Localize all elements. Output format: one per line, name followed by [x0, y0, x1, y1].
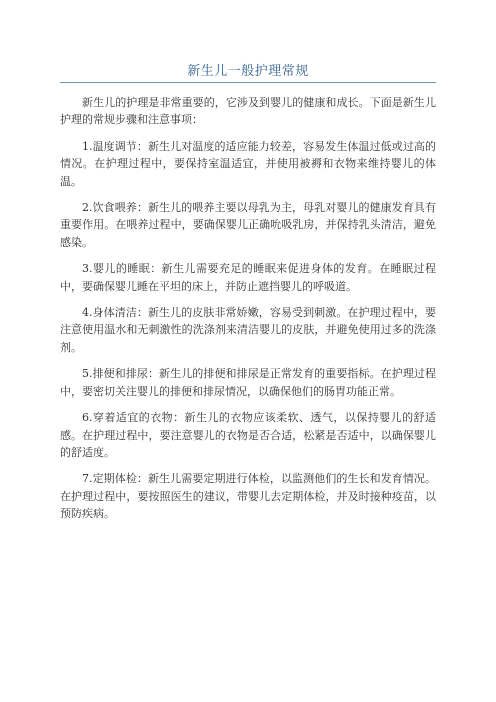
item-temperature: 1.温度调节：新生儿对温度的适应能力较差，容易发生体温过低或过高的情况。在护理过程中，要保持室温适宜，并使用被褥和衣物来维持婴儿的体温。 [60, 139, 436, 188]
item-sleep: 3.婴儿的睡眠：新生儿需要充足的睡眠来促进身体的发育。在睡眠过程中，要确保婴儿睡在平坦的床上，并防止遮挡婴儿的呼吸道。 [60, 262, 436, 293]
item-excretion: 5.排便和排尿：新生儿的排便和排尿是正常发育的重要指标。在护理过程中，要密切关注婴儿的排便和排尿情况，以确保他们的肠胃功能正常。 [60, 367, 436, 398]
item-checkup: 7.定期体检：新生儿需要定期进行体检，以监测他们的生长和发育情况。在护理过程中，要按照医生的建议，带婴儿去定期体检，并及时接种疫苗，以预防疾病。 [60, 472, 436, 521]
document-body [60, 94, 436, 532]
title-underline [60, 82, 436, 83]
item-clothing: 6.穿着适宜的衣物：新生儿的衣物应该柔软、透气，以保持婴儿的舒适感。在护理过程中，要注意婴儿的衣物是否合适，松紧是否适中，以确保婴儿的舒适度。 [60, 411, 436, 459]
document-title: 新生儿一般护理常规 [187, 64, 309, 79]
item-feeding: 2.饮食喂养：新生儿的喂养主要以母乳为主，母乳对婴儿的健康发育具有重要作用。在喂养过程中，要确保婴儿正确吮吸乳房，并保持乳头清洁，避免感染。 [60, 201, 436, 249]
item-cleaning: 4.身体清洁：新生儿的皮肤非常娇嫩，容易受到刺激。在护理过程中，要注意使用温水和无刺激性的洗涤剂来清洁婴儿的皮肤，并避免使用过多的洗涤剂。 [60, 306, 436, 354]
intro-paragraph: 新生儿的护理是非常重要的，它涉及到婴儿的健康和成长。下面是新生儿护理的常规步骤和注意事项： [60, 96, 436, 127]
